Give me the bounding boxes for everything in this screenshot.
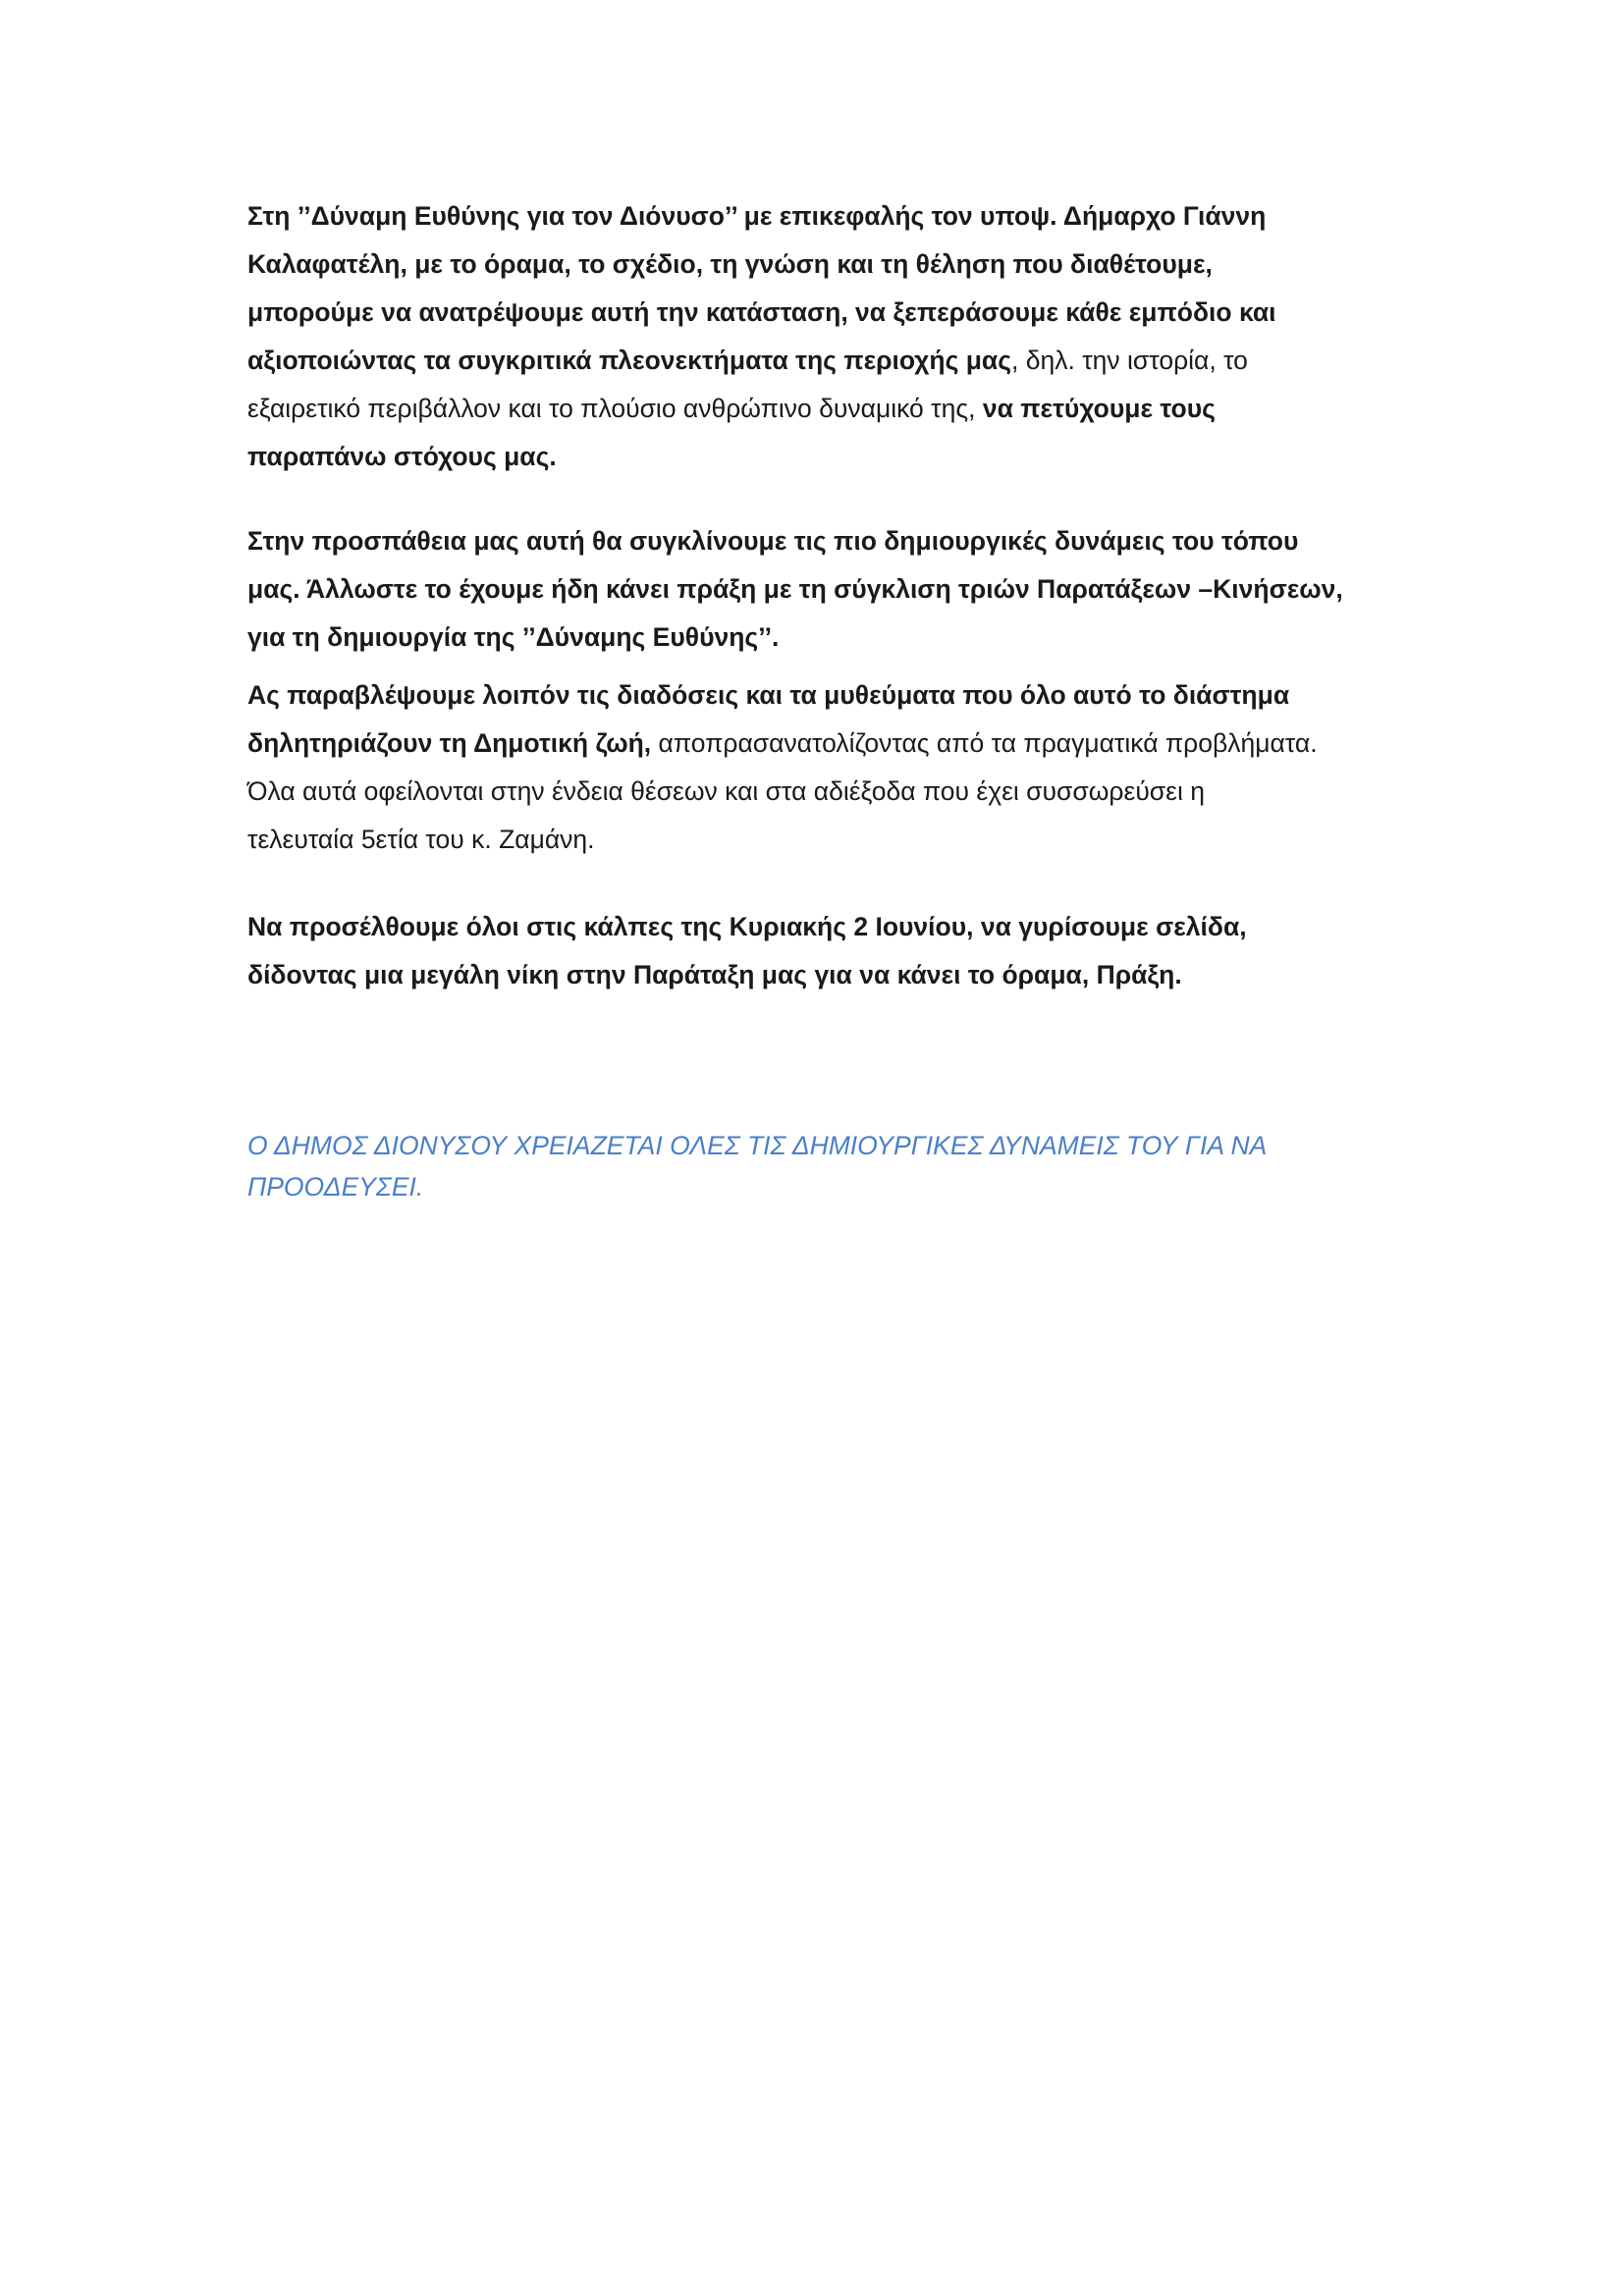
regular-segment: αποπρασανατολίζοντας από τα πραγματικά προβλήματα. [651,728,1318,758]
paragraph-convergence [247,517,1386,662]
paragraph-line-mixed [247,385,1386,433]
paragraph-line: παραπάνω στόχους μας. [247,442,557,471]
paragraph-line: Καλαφατέλη, με το όραμα, το σχέδιο, τη γνώση και τη θέληση που διαθέτουμε, [247,249,1213,279]
regular-segment: εξαιρετικό περιβάλλον και το πλούσιο ανθρώπινο δυναμικό της, [247,394,983,423]
paragraph-line-mixed [247,337,1386,385]
paragraph-line: μπορούμε να ανατρέψουμε αυτή την κατάσταση, να ξεπεράσουμε κάθε εμπόδιο και [247,297,1276,327]
paragraph-line: τελευταία 5ετία του κ. Ζαμάνη. [247,825,595,854]
paragraph-line: Στη ’’Δύναμη Ευθύνης για τον Διόνυσο’’ με επικεφαλής τον υποψ. Δήμαρχο Γιάννη [247,201,1267,231]
paragraph-line: Να προσέλθουμε όλοι στις κάλπες της Κυριακής 2 Ιουνίου, να γυρίσουμε σελίδα, [247,912,1247,941]
paragraph-line-mixed [247,720,1386,768]
paragraph-line: Στην προσπάθεια μας αυτή θα συγκλίνουμε τις πιο δημιουργικές δυνάμεις του τόπου [247,526,1299,556]
paragraph-line: δίδοντας μια μεγάλη νίκη στην Παράταξη μας για να κάνει το όραμα, Πράξη. [247,960,1182,989]
paragraph-line: μας. Άλλωστε το έχουμε ήδη κάνει πράξη με τη σύγκλιση τριών Παρατάξεων –Κινήσεων, [247,574,1343,604]
paragraph-call-to-vote [247,903,1386,999]
paragraph-rumors [247,671,1386,864]
paragraph-line: Ας παραβλέψουμε λοιπόν τις διαδόσεις και τα μυθεύματα που όλο αυτό το διάστημα [247,680,1290,710]
paragraph-line: Όλα αυτά οφείλονται στην ένδεια θέσεων και στα αδιέξοδα που έχει συσσωρεύσει η [247,776,1205,806]
closing-slogan [247,1125,1386,1207]
bold-segment: δηλητηριάζουν τη Δημοτική ζωή, [247,728,652,758]
paragraph-line: για τη δημιουργία της ’’Δύναμης Ευθύνης’’. [247,622,780,652]
bold-segment: αξιοποιώντας τα συγκριτικά πλεονεκτήματα της περιοχής μας [247,346,1011,375]
slogan-line: Ο ΔΗΜΟΣ ΔΙΟΝΥΣΟΥ ΧΡΕΙΑΖΕΤΑΙ ΟΛΕΣ ΤΙΣ ΔΗΜΙΟΥΡΓΙΚΕΣ ΔΥΝΑΜΕΙΣ ΤΟΥ ΓΙΑ ΝΑ [247,1131,1268,1160]
regular-segment: , δηλ. την ιστορία, το [1011,346,1248,375]
paragraph-leadership-vision [247,192,1386,481]
slogan-line: ΠΡΟΟΔΕΥΣΕΙ. [247,1172,424,1201]
bold-segment: να πετύχουμε τους [982,394,1216,423]
